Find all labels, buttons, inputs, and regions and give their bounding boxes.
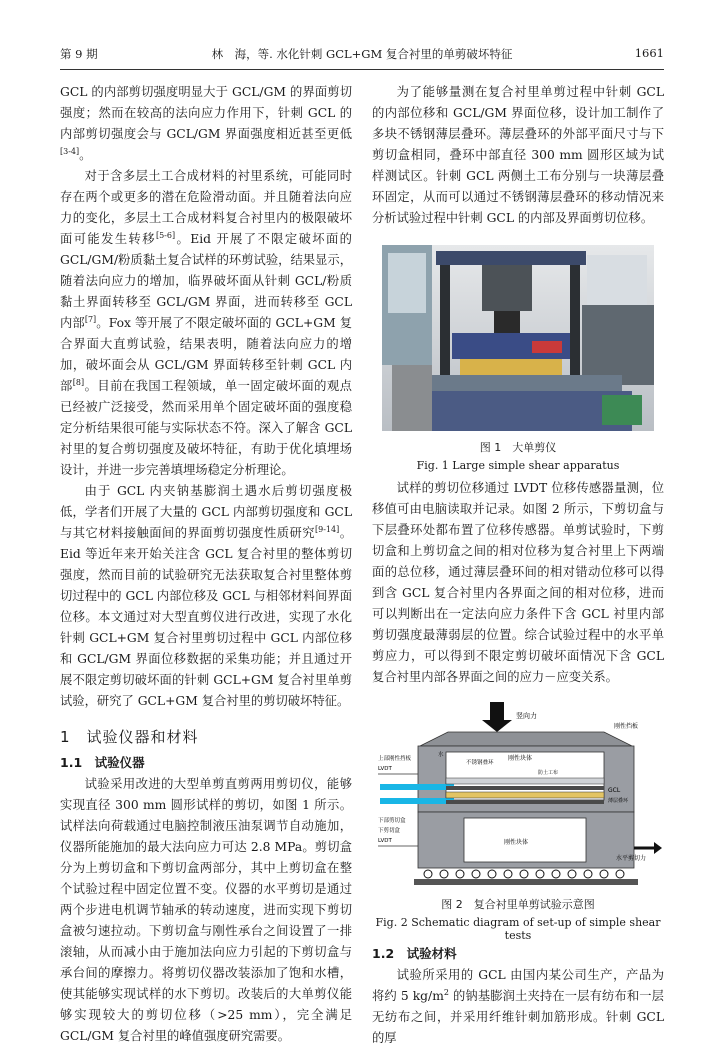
paragraph: 试验采用改进的大型单剪直剪两用剪切仪，能够实现直径 300 mm 圆形试样的剪切，如图 1 所示。试样法向荷载通过电脑控制液压油泵调节自动施加，仪器所能施加的最大法向应力可达 2.8 MPa。剪切盒分为上剪切盒和下剪切盒两部分，其中上剪切盒在整个试验过程中固定位置不变。仪器的水平剪切是通过两个步进电机调节轴承的转动速度，进而实现下剪切盒被匀速拉动。下剪切盒与刚性承台之间设置了一排滚轴，从而减小由于施加法向应力引起的下剪切盒与承台间的摩擦力。将剪切仪器改装添加了饱和水槽，使其能够实现试样的水下剪切。改装后的大单剪仪能够实现较大的剪切位移（>25 mm），完全满足 GCL/GM 复合衬里的峰值强度研究需要。	[60, 777, 352, 1043]
paragraph: 试验所采用的 GCL 由国内某公司生产，产品为将约 5 $kg/m^2$ 的钠基膨润土夹持在一层有纺布和一层无纺布之间，并采用纤维针刺加筋形成。针刺 GCL 的厚	[372, 968, 664, 1045]
label-rigid-block-top: 刚性块体	[508, 755, 533, 762]
citation: [3-4]	[60, 146, 80, 156]
label-horizontal-force: 水平剪切力	[616, 855, 647, 862]
citation: [5-6]	[155, 230, 176, 240]
vertical-force-arrow	[490, 702, 504, 720]
citation: [8]	[72, 377, 85, 387]
left-column	[60, 82, 352, 1047]
label-lower-box: 下剪切盒	[378, 828, 401, 834]
subsection-heading: 1.1 试验仪器	[60, 755, 145, 770]
section-heading: 1 试验仪器和材料	[60, 728, 199, 746]
paragraph: GCL 的内部剪切强度明显大于 GCL/GM 的界面剪切强度；然而在较高的法向应力作用下，针刺 GCL 的内部剪切强度会与 GCL/GM 界面强度相近甚至更低[3-4]。	[60, 85, 352, 162]
label-vertical-force: 竖向力	[516, 712, 537, 720]
subsection-heading: 1.2 试验材料	[372, 946, 457, 961]
paragraph: 由于 GCL 内夹钠基膨润土遇水后剪切强度极低，学者们开展了大量的 GCL 内部剪切强度和 GCL 与其它材料接触面间的界面剪切强度性质研究[9-14]。Eid 等近年来开始关注含 GCL 复合衬里的整体剪切强度，然而目前的试验研究无法获取复合衬里整体剪切过程中的 GCL 内部位移及 GCL 与相邻材料间界面位移。本文通过对大型直剪仪进行改进，实现了水化针刺 GCL+GM 复合衬里剪切过程中 GCL 内部位移和 GCL/GM 界面位移数据的采集功能；并且通过开展不限定剪切破坏面的针刺 GCL+GM 复合衬里单剪试验，研究了 GCL+GM 复合衬里的剪切破坏特征。	[60, 484, 352, 708]
svg-text:水: 水	[438, 752, 444, 758]
label-gm: 防土工布	[538, 770, 559, 776]
svg-text:不锈钢叠环: 不锈钢叠环	[466, 760, 494, 766]
label-rigid-block-bottom: 刚性块体	[504, 839, 529, 846]
figure2-caption-en: Fig. 2 Schematic diagram of set-up of simple shear tests	[375, 916, 661, 942]
apparatus-photo-image	[382, 245, 654, 431]
label-rigid-plate: 刚性挡板	[614, 723, 639, 730]
paragraph: 为了能够量测在复合衬里单剪过程中针刺 GCL 的内部位移和 GCL/GM 界面位移，设计加工制作了多块不锈钢薄层叠环。薄层叠环的外部平面尺寸与下剪切盒相同，叠环中部直径 300 mm 圆形区域为试样测试区。针刺 GCL 两侧土工布分别与一块薄层叠环固定，从而可以通过不锈钢薄层叠环的移动情况来分析试验过程中针刺 GCL 的内部及界面剪切位移。	[372, 85, 664, 225]
svg-text:上部刚性挡板: 上部刚性挡板	[378, 756, 412, 762]
paragraph: 对于含多层土工合成材料的衬里系统，可能同时存在两个或更多的潜在危险滑动面。并且随着法向应力的变化，多层土工合成材料复合衬里内的极限破坏面可能发生转移[5-6]。Eid 开展了不限定破坏面的 GCL/GM/粉质黏土复合试样的环剪试验，结果显示，随着法向应力的增加，临界破坏面从针刺 GCL/粉质黏土界面转移至 GCL/GM 界面，进而转移至 GCL 内部[7]。Fox 等开展了不限定破坏面的 GCL+GM 复合界面大直剪试验，结果表明，随着法向应力的增加，破坏面会从 GCL/GM 界面转移至针刺 GCL 内部[8]。目前在我国工程领域，单一固定破坏面的观点已经被广泛接受，然而采用单个固定破坏面的强度稳定分析结果很可能与实际状态不符。深入了解含 GCL 衬里的复合剪切强度及破坏特征，有助于优化填埋场设计，并进一步完善填埋场稳定分析理论。	[60, 169, 352, 477]
citation: [9-14]	[315, 524, 340, 534]
running-title: 林 海，等. 水化针刺 GCL+GM 复合衬里的单剪破坏特征	[211, 47, 513, 61]
running-header	[60, 42, 664, 64]
paragraph: 试样的剪切位移通过 LVDT 位移传感器量测，位移值可由电脑读取并记录。如图 2 所示，下剪切盒与下层叠环处都布置了位移传感器。单剪试验时，下剪切盒和上剪切盒之间的相对位移为复合衬里上下两端面的总位移，通过薄层叠环间的相对错动位移可以得到含 GCL 复合衬里内各界面之间的相对位移，进而可以判断出在一定法向应力条件下含 GCL 衬里内部剪切强度最薄弱层的位置。综合试验过程中的水平单剪应力，可以得到不限定剪切破坏面情况下含 GCL 复合衬里内部各界面之间的应力－应变关系。	[372, 481, 664, 684]
apparatus-photo	[382, 245, 654, 431]
label-lvdt-bottom: LVDT	[378, 838, 392, 844]
figure2-caption-zh: 图 2 复合衬里单剪试验示意图	[441, 898, 595, 911]
svg-text:下部剪切盒: 下部剪切盒	[378, 818, 406, 824]
setup-diagram	[378, 698, 662, 888]
figure1-caption-en: Fig. 1 Large simple shear apparatus	[416, 459, 620, 472]
figure1-caption-zh: 图 1 大单剪仪	[479, 441, 557, 454]
roller-row	[424, 870, 624, 878]
rigid-plate	[420, 732, 632, 746]
label-ring: 薄层叠环	[608, 798, 629, 804]
right-column	[372, 82, 664, 1049]
label-gcl: GCL	[608, 787, 621, 794]
issue-number: 第 9 期	[60, 47, 98, 61]
page-number: 1661	[634, 46, 664, 60]
setup-diagram-svg	[378, 698, 662, 888]
label-lvdt-top: LVDT	[378, 766, 392, 772]
header-rule	[60, 69, 664, 70]
horizontal-force-arrow	[654, 842, 662, 854]
citation: [7]	[84, 314, 97, 324]
